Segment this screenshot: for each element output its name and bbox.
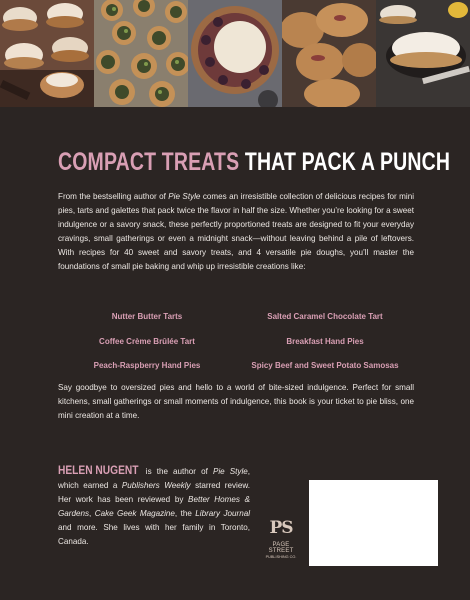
recipe-item: Coffee Crème Brûlée Tart xyxy=(99,336,195,346)
bio-text: , the xyxy=(174,509,196,519)
recipe-item: Salted Caramel Chocolate Tart xyxy=(267,312,383,321)
bio-italic: Better Homes & Gardens xyxy=(58,495,250,519)
author-name: HELEN NUGENT xyxy=(58,463,139,477)
recipe-list xyxy=(58,312,414,386)
author-bio xyxy=(58,463,250,550)
hand-pies-photo xyxy=(282,0,376,107)
recipe-item: Spicy Beef and Sweet Potato Samosas xyxy=(251,361,399,370)
bio-italic: Cake Geek Magazine xyxy=(94,509,175,519)
intro-book-title: Pie Style xyxy=(168,192,201,201)
photo-strip xyxy=(0,0,470,107)
headline xyxy=(58,148,450,177)
bio-text: starred review. Her work has been reviewed by xyxy=(58,481,250,505)
publisher-logo xyxy=(261,520,301,576)
recipe-row xyxy=(58,312,414,337)
mini-cream-pies-photo xyxy=(0,0,94,107)
publisher-mark: PS xyxy=(269,518,293,538)
recipe-item: Peach-Raspberry Hand Pies xyxy=(93,361,201,370)
bio-text: , xyxy=(89,509,95,519)
publisher-name: PAGE STREET xyxy=(268,542,294,554)
recipe-item: Nutter Butter Tarts xyxy=(111,312,183,321)
outro-paragraph: Say goodbye to oversized pies and hello to a world of bite-sized indulgence. Perfect for small kitchens, small gatherings or small moments of indulgence, this book is your ticket to pie bliss, one mini creation at a time. xyxy=(58,383,414,421)
lemon-meringue-photo xyxy=(376,0,470,107)
intro-text-2: comes an irresistible collection of delicious recipes for mini pies, tarts and galettes that pack twice the flavor in half the size. Whether you’re looking for a sweet indulgence or a savory snack, these perfectly proportioned treats are designed to fit your everyday cravings, small gatherings or even a midnight snack—without leaving behind a pile of leftovers. With recipes for 40 sweet and savory treats, and 4 versatile pie doughs, you’ll master the foundations of small pie baking and whip up irresistible creations like: xyxy=(58,192,415,272)
barcode-area xyxy=(309,480,438,566)
bio-text: and more. She lives with her family in Toronto, Canada. xyxy=(58,523,250,547)
bio-italic: Publishers Weekly xyxy=(121,481,191,491)
bio-italic: Pie Style xyxy=(212,467,248,476)
bio-text: , which earned a xyxy=(58,467,250,491)
bio-italic: Library Journal xyxy=(195,509,250,519)
intro-paragraph xyxy=(58,190,414,275)
intro-text-1: From the bestselling author of xyxy=(58,192,169,201)
bio-text: is the author of xyxy=(140,467,213,476)
headline-white: THAT PACK A PUNCH xyxy=(244,148,451,176)
recipe-item: Breakfast Hand Pies xyxy=(286,336,364,346)
headline-pink: COMPACT TREATS xyxy=(58,148,240,176)
publisher-sub: PUBLISHING CO. xyxy=(265,555,297,559)
fig-tart-photo xyxy=(188,0,282,107)
pesto-tarts-photo xyxy=(94,0,188,107)
recipe-row xyxy=(58,337,414,362)
